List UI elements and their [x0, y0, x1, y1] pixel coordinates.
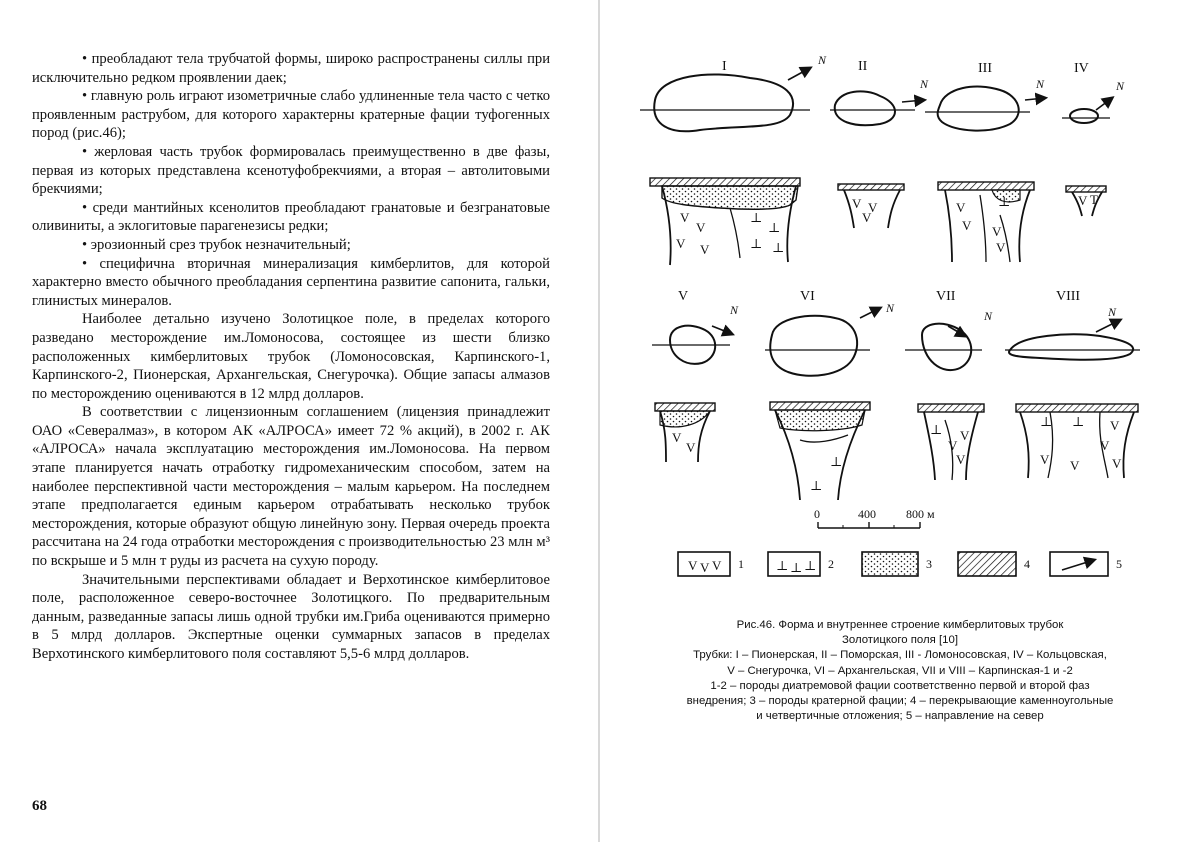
pipe-VIII-plan — [1005, 320, 1140, 360]
north-label-II: N — [920, 77, 929, 91]
label-pipe-VI: VI — [800, 289, 815, 304]
north-label-VI: N — [886, 301, 895, 315]
svg-text:V: V — [992, 224, 1002, 239]
svg-text:V: V — [696, 220, 706, 235]
legend-number-4: 4 — [1024, 557, 1030, 571]
bullet-3: • жерловая часть трубок формировалась преимущественно в две фазы, первая из которых представлена ксенотуфобрекчиями, а вторая – автолитовыми брекчиями; — [32, 143, 550, 198]
pipe-III-plan — [925, 86, 1045, 130]
figure-caption — [640, 618, 1160, 724]
pipe-IV-plan — [1062, 98, 1112, 123]
bullet-1: • преобладают тела трубчатой формы, широко распространены силлы при исключительно редком проявлении даек; — [32, 51, 550, 86]
svg-text:V: V — [1040, 452, 1050, 467]
label-pipe-VII: VII — [936, 289, 956, 304]
left-page-text — [32, 50, 550, 664]
svg-text:V: V — [956, 452, 966, 467]
caption-title-line2: Золотицкого поля [10] — [841, 634, 958, 647]
pipe-I-plan — [640, 68, 810, 131]
legend-number-2: 2 — [828, 557, 834, 571]
svg-text:V: V — [700, 242, 710, 257]
svg-text:V: V — [1070, 458, 1080, 473]
svg-text:V: V — [962, 218, 972, 233]
svg-text:⊥: ⊥ — [776, 558, 789, 573]
label-pipe-II: II — [858, 59, 868, 74]
caption-title-line1: Рис.46. Форма и внутреннее строение кимберлитовых трубок — [736, 619, 1064, 631]
svg-text:⊥: ⊥ — [1040, 414, 1053, 429]
svg-text:V: V — [700, 560, 710, 575]
label-pipe-IV: IV — [1074, 61, 1089, 76]
north-label-V: N — [730, 303, 739, 317]
svg-text:V: V — [712, 558, 722, 573]
caption-line-4: внедрения; 3 – породы кратерной фации; 4 – перекрывающие каменноугольные — [686, 695, 1114, 708]
label-pipe-V: V — [678, 289, 689, 304]
pipe-V-plan — [652, 326, 732, 364]
svg-text:⊥: ⊥ — [998, 194, 1011, 209]
svg-text:V: V — [956, 200, 966, 215]
north-label-VII: N — [984, 309, 993, 323]
bullet-5: • эрозионный срез трубок незначительный; — [82, 236, 351, 253]
north-label-I: N — [818, 53, 827, 67]
legend-number-3: 3 — [926, 557, 932, 571]
label-pipe-VIII: VIII — [1056, 289, 1081, 304]
svg-text:⊥: ⊥ — [930, 422, 943, 437]
svg-text:V: V — [680, 210, 690, 225]
svg-text:⊥: ⊥ — [750, 210, 763, 225]
svg-text:V: V — [688, 558, 698, 573]
legend-number-5: 5 — [1116, 557, 1122, 571]
legend-number-1: 1 — [738, 557, 744, 571]
paragraph-license: В соответствии с лицензионным соглашением (лицензия принадлежит ОАО «Севералмаз», в котором АК «АЛРОСА» имеет 72 % акций), в 2002 г. АК «АЛРОСА» начала эксплуатацию месторождения им.Ломоносова. На первом этапе планируется начать отработку гидромеханическим способом, затем на наиболее перспективной части месторождения – малым карьером. На последнем этапе предполагается единым карьером отрабатывать несколько трубок месторождения, которые образуют общую линейную зону. Первая очередь проекта рассчитана на 24 года отработки месторождения с производительностью 23 млн м³ по вскрыше и 5 млн т руды из расчета на сухую породу. — [32, 404, 550, 570]
svg-text:T: T — [1090, 192, 1098, 207]
svg-text:⊥: ⊥ — [750, 236, 763, 251]
bullet-2: • главную роль играют изометричные слабо удлиненные тела часто с четко проявленным раструбом, для которого характерны кратерные фации туфогенных пород (рис.46); — [32, 88, 550, 142]
svg-text:V: V — [852, 196, 862, 211]
svg-text:⊥: ⊥ — [830, 454, 843, 469]
pipe-VI-plan — [765, 308, 880, 376]
scale-tick-400: 400 — [858, 507, 876, 521]
bullet-6: • специфична вторичная минерализация кимберлитов, для которой характерно вместо обычного преобладания серпентина развитие сапонита, гальки, глинистых минералов. — [32, 255, 550, 309]
svg-text:V: V — [862, 210, 872, 225]
caption-line-1: Трубки: I – Пионерская, II – Поморская, III - Ломоносовская, IV – Кольцовская, — [693, 649, 1107, 662]
svg-text:V: V — [672, 430, 682, 445]
north-label-IV: N — [1116, 79, 1125, 93]
page-number: 68 — [32, 798, 47, 814]
north-label-III: N — [1036, 77, 1045, 91]
pipe-II-plan — [830, 91, 924, 125]
svg-text:⊥: ⊥ — [810, 478, 823, 493]
svg-text:V: V — [1078, 193, 1088, 208]
svg-text:V: V — [1100, 438, 1110, 453]
caption-line-3: 1-2 – породы диатремовой фации соответственно первой и второй фаз — [710, 679, 1090, 692]
svg-text:V: V — [1112, 456, 1122, 471]
svg-text:V: V — [948, 438, 958, 453]
svg-text:⊥: ⊥ — [790, 560, 803, 575]
svg-text:⊥: ⊥ — [768, 220, 781, 235]
scale-bar — [818, 522, 920, 528]
caption-line-5: и четвертичные отложения; 5 – направление на север — [756, 710, 1044, 723]
svg-text:V: V — [676, 236, 686, 251]
svg-text:V: V — [960, 428, 970, 443]
scale-tick-0: 0 — [814, 507, 820, 521]
svg-text:⊥: ⊥ — [772, 240, 785, 255]
svg-text:⊥: ⊥ — [804, 558, 817, 573]
svg-text:V: V — [1110, 418, 1120, 433]
svg-text:V: V — [868, 200, 878, 215]
caption-line-2: V – Снегурочка, VI – Архангельская, VII и VIII – Карпинская-1 и -2 — [727, 664, 1073, 677]
pipe-V-section — [655, 403, 715, 462]
pipe-III-section — [938, 182, 1034, 262]
paragraph-verkhotina: Значительными перспективами обладает и Верхотинское кимберлитовое поле, расположенное северо-восточнее Золотицкого. По предварительным данным, разведанные запасы лишь одной трубки им.Гриба оцениваются примерно в 5 млрд долларов. Экспертные оценки суммарных запасов в пределах Верхотинского кимберлитового поля составляют 5,5-6 млрд долларов. — [32, 571, 550, 662]
label-pipe-I: I — [722, 59, 727, 74]
pipe-VII-plan — [905, 324, 982, 370]
label-pipe-III: III — [978, 61, 992, 76]
svg-text:V: V — [996, 240, 1006, 255]
svg-text:⊥: ⊥ — [1072, 414, 1085, 429]
north-label-VIII: N — [1108, 305, 1117, 319]
scale-tick-800: 800 м — [906, 507, 935, 521]
paragraph-zolotitsa: Наиболее детально изучено Золотицкое поле, в пределах которого разведано месторождение им.Ломоносова, состоящее из шести близко расположенных кимберлитовых трубок (Ломоносовская, Карпинского-1, Карпинского-2, Пионерская, Архангельская, Снегурочка). Общие запасы алмазов по месторождению оцениваются в 12 млрд долларов. — [32, 311, 550, 402]
bullet-4: • среди мантийных ксенолитов преобладают гранатовые и безгранатовые оливиниты, а эклогитовые парагенезисы редки; — [32, 199, 550, 235]
svg-text:V: V — [686, 440, 696, 455]
